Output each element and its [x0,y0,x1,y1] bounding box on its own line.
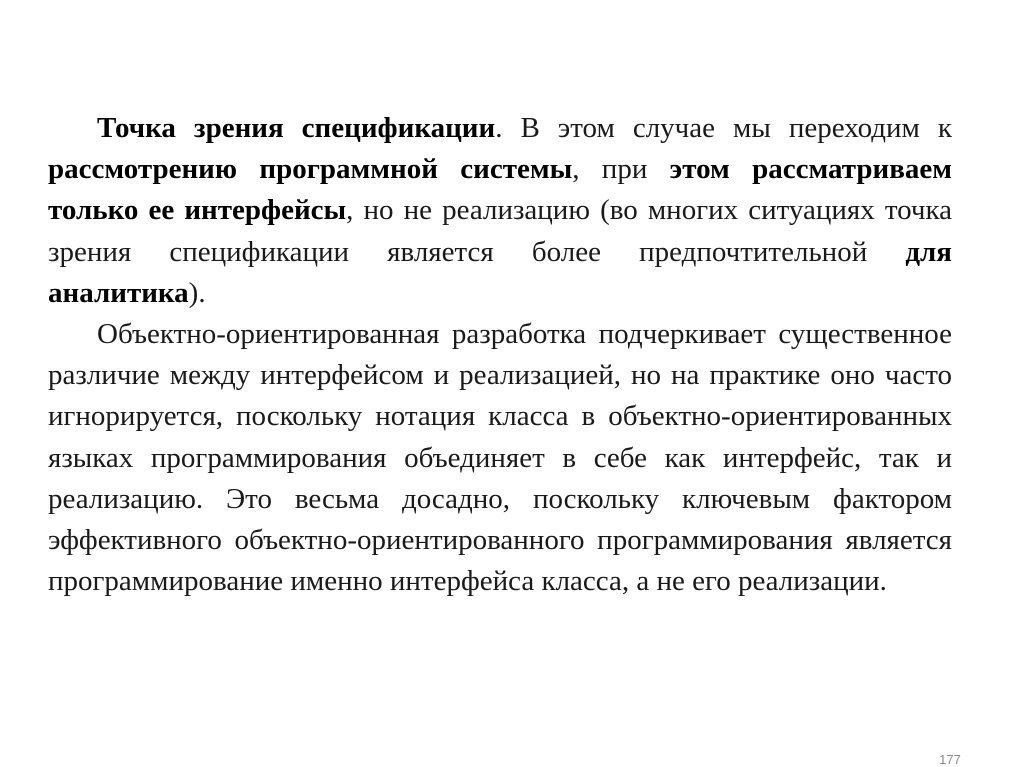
term-program-system-review: рассмотрению программной системы [48,153,573,186]
paragraph-1-text: . В этом случае мы переходим к [495,112,952,144]
paragraph-oo-development: Объектно-ориентированная разработка подчеркивает существенное различие между интерфейсом и реализацией, но на практике оно часто игнорируется, поскольку нотация класса в объектно-ориентированных языках программирования объединяет в себе как интерфейс, так и реализацию. Это весьма досадно, поскольку ключевым фактором эффективного объектно-ориентированного программирования является программирование именно интерфейса класса, а не его реализации. [48,318,952,598]
slide-text-body [48,108,952,602]
paragraph-1-text: , при [572,153,670,186]
term-interfaces-only: этом рассматриваем только ее интерфейсы [48,153,952,227]
paragraph-1-text: ). [188,276,206,309]
paragraph-specification-viewpoint [48,108,952,314]
page-number: 177 [939,752,961,767]
term-specification-viewpoint: Точка зрения спецификации [97,112,496,144]
paragraph-1-text: , но не реализацию (во многих ситуациях точка зрения спецификации является более предпочтительной [48,194,952,268]
term-for-analyst: для аналитика [48,235,952,309]
